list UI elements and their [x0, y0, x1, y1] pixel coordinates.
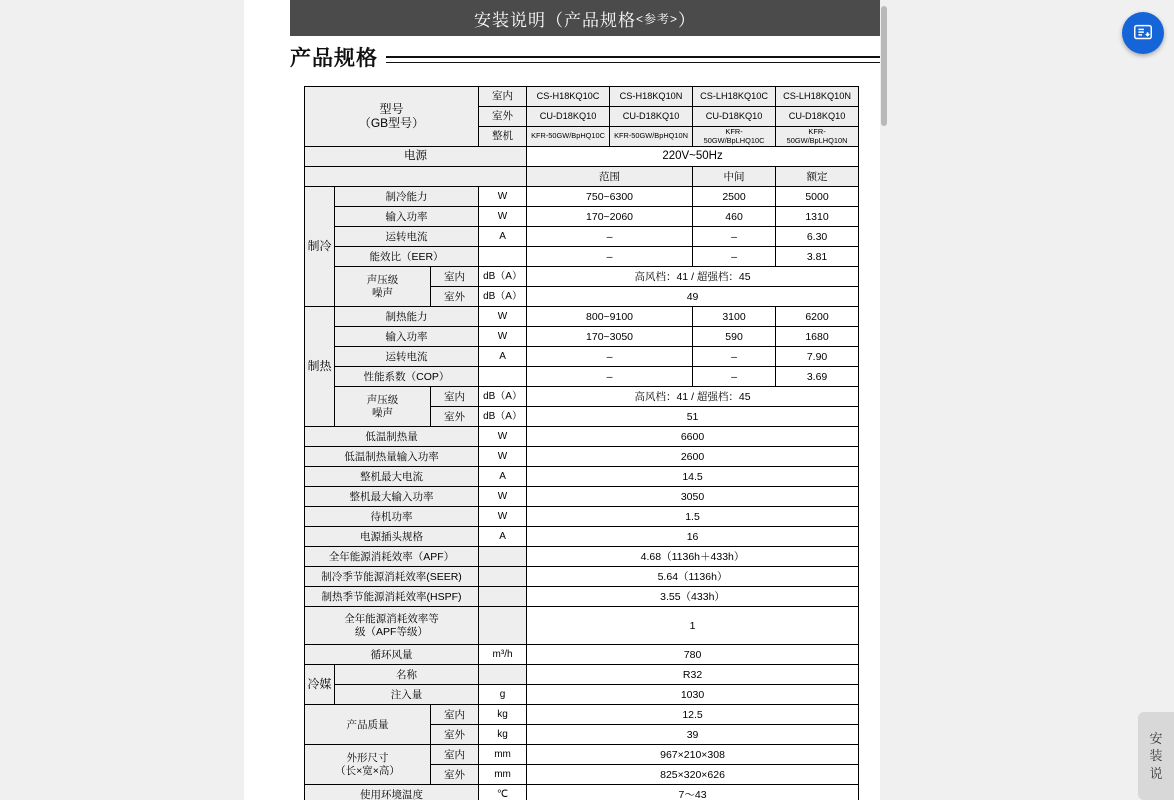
- table-row: [305, 147, 859, 167]
- table-row: [305, 327, 859, 347]
- section-title-area: [290, 42, 880, 72]
- table-row: [305, 567, 859, 587]
- row-label-air-volume: 循环风量: [305, 645, 479, 665]
- row-label-plug-spec: 电源插头规格: [305, 527, 479, 547]
- value-heating-noise-indoor: 高风档：41 / 超强档：45: [527, 387, 859, 407]
- value-cooling-noise-indoor: 高风档：41 / 超强档：45: [527, 267, 859, 287]
- table-row: [305, 645, 859, 665]
- model-whole-1: KFR-50GW/BpHQ10C: [527, 127, 610, 147]
- value-cooling-input-range: 170~2060: [527, 207, 693, 227]
- table-row: [305, 387, 859, 407]
- banner-paren-open: （产品规格: [545, 10, 636, 30]
- noise-label-line2: 噪声: [372, 286, 393, 299]
- row-label-standby-power: 待机功率: [305, 507, 479, 527]
- page-banner: [290, 0, 880, 36]
- row-label-power-supply: 电源: [305, 147, 527, 167]
- group-label-refrigerant: 冷媒: [305, 665, 335, 705]
- model-outdoor-2: CU-D18KQ10: [610, 107, 693, 127]
- model-indoor-4: CS-LH18KQ10N: [776, 87, 859, 107]
- unit-heating-noise-indoor: dB（A）: [479, 387, 527, 407]
- banner-title-small: <参考>: [635, 11, 679, 26]
- row-label-cooling-noise-indoor: 室内: [431, 267, 479, 287]
- row-label-refrigerant-name: 名称: [335, 665, 479, 685]
- unit-apf: [479, 547, 527, 567]
- value-eer-range: –: [527, 247, 693, 267]
- row-label-weight-outdoor: 室外: [431, 725, 479, 745]
- row-label-cooling-capacity: 制冷能力: [335, 187, 479, 207]
- table-row: [305, 167, 859, 187]
- row-label-heating-noise-outdoor: 室外: [431, 407, 479, 427]
- table-row: [305, 427, 859, 447]
- row-label-dim-outdoor: 室外: [431, 765, 479, 785]
- spec-table: [304, 86, 859, 800]
- value-heating-capacity-middle: 3100: [693, 307, 776, 327]
- value-heating-input-middle: 590: [693, 327, 776, 347]
- row-label-heating-noise: [335, 387, 431, 427]
- value-cooling-current-range: –: [527, 227, 693, 247]
- apf-grade-line2: 级（APF等级）: [355, 625, 428, 638]
- page-title: 产品规格: [290, 42, 386, 72]
- unit-air-volume: m³/h: [479, 645, 527, 665]
- unit-ambient-temp: ℃: [479, 785, 527, 800]
- table-row: [305, 547, 859, 567]
- value-hspf: 3.55（433h）: [527, 587, 859, 607]
- table-row: [305, 607, 859, 645]
- table-row: [305, 685, 859, 705]
- banner-paren-close: ）: [678, 10, 697, 30]
- model-header-cell: [305, 87, 479, 147]
- value-refrigerant-name: R32: [527, 665, 859, 685]
- value-cooling-input-rated: 1310: [776, 207, 859, 227]
- row-label-cooling-current: 运转电流: [335, 227, 479, 247]
- unit-max-input-power: W: [479, 487, 527, 507]
- unit-cooling-current: A: [479, 227, 527, 247]
- unit-refrigerant-name: [479, 665, 527, 685]
- row-label-eer: 能效比（EER）: [335, 247, 479, 267]
- value-cooling-current-middle: –: [693, 227, 776, 247]
- col-header-range: 范围: [527, 167, 693, 187]
- row-label-indoor: 室内: [479, 87, 527, 107]
- unit-cooling-input: W: [479, 207, 527, 227]
- row-label-cooling-input: 输入功率: [335, 207, 479, 227]
- table-row: [305, 527, 859, 547]
- model-header-line1: 型号: [379, 101, 404, 116]
- model-header-line2: （GB型号）: [358, 115, 425, 130]
- row-label-heating-input: 输入功率: [335, 327, 479, 347]
- table-row: [305, 447, 859, 467]
- model-outdoor-1: CU-D18KQ10: [527, 107, 610, 127]
- model-outdoor-3: CU-D18KQ10: [693, 107, 776, 127]
- table-row: [305, 467, 859, 487]
- value-heating-current-rated: 7.90: [776, 347, 859, 367]
- unit-dim-outdoor: mm: [479, 765, 527, 785]
- value-apf-grade: 1: [527, 607, 859, 645]
- col-header-middle: 中间: [693, 167, 776, 187]
- row-label-low-temp-heating: 低温制热量: [305, 427, 479, 447]
- table-row: [305, 247, 859, 267]
- row-label-cooling-noise-outdoor: 室外: [431, 287, 479, 307]
- value-cooling-noise-outdoor: 49: [527, 287, 859, 307]
- unit-heating-current: A: [479, 347, 527, 367]
- value-heating-capacity-range: 800~9100: [527, 307, 693, 327]
- value-eer-rated: 3.81: [776, 247, 859, 267]
- value-seer: 5.64（1136h）: [527, 567, 859, 587]
- value-cooling-capacity-middle: 2500: [693, 187, 776, 207]
- value-heating-capacity-rated: 6200: [776, 307, 859, 327]
- table-row: [305, 307, 859, 327]
- row-label-ambient-temp: 使用环境温度: [305, 785, 479, 800]
- row-label-cop: 性能系数（COP）: [335, 367, 479, 387]
- value-weight-outdoor: 39: [527, 725, 859, 745]
- row-label-heating-current: 运转电流: [335, 347, 479, 367]
- value-power-supply: 220V~50Hz: [527, 147, 859, 167]
- value-low-temp-heating-input: 2600: [527, 447, 859, 467]
- unit-heating-noise-outdoor: dB（A）: [479, 407, 527, 427]
- noise-label-line1: 声压级: [366, 274, 399, 287]
- value-heating-input-range: 170~3050: [527, 327, 693, 347]
- unit-heating-capacity: W: [479, 307, 527, 327]
- dimensions-line2: （长×宽×高）: [335, 764, 400, 777]
- right-gutter: [880, 0, 1174, 800]
- row-label-dim-indoor: 室内: [431, 745, 479, 765]
- row-label-whole: 整机: [479, 127, 527, 147]
- row-label-product-weight: 产品质量: [305, 705, 431, 745]
- value-eer-middle: –: [693, 247, 776, 267]
- document-page: [244, 0, 880, 800]
- row-label-cooling-noise: [335, 267, 431, 307]
- col-header-rated: 额定: [776, 167, 859, 187]
- value-heating-noise-outdoor: 51: [527, 407, 859, 427]
- table-row: [305, 267, 859, 287]
- unit-weight-outdoor: kg: [479, 725, 527, 745]
- unit-refrigerant-charge: g: [479, 685, 527, 705]
- value-cop-middle: –: [693, 367, 776, 387]
- row-label-apf-grade: [305, 607, 479, 645]
- row-label-hspf: 制热季节能源消耗效率(HSPF): [305, 587, 479, 607]
- model-whole-2: KFR-50GW/BpHQ10N: [610, 127, 693, 147]
- table-row: [305, 745, 859, 765]
- row-label-heating-capacity: 制热能力: [335, 307, 479, 327]
- value-standby-power: 1.5: [527, 507, 859, 527]
- value-cop-range: –: [527, 367, 693, 387]
- value-cooling-capacity-range: 750~6300: [527, 187, 693, 207]
- value-max-current: 14.5: [527, 467, 859, 487]
- unit-weight-indoor: kg: [479, 705, 527, 725]
- unit-low-temp-heating: W: [479, 427, 527, 447]
- row-label-weight-indoor: 室内: [431, 705, 479, 725]
- table-row: [305, 227, 859, 247]
- model-whole-4: KFR-50GW/BpLHQ10N: [776, 127, 859, 147]
- unit-eer: [479, 247, 527, 267]
- side-tab-line1: 安: [1149, 730, 1163, 746]
- table-row: [305, 507, 859, 527]
- unit-low-temp-heating-input: W: [479, 447, 527, 467]
- row-label-seer: 制冷季节能源消耗效率(SEER): [305, 567, 479, 587]
- unit-standby-power: W: [479, 507, 527, 527]
- row-label-apf: 全年能源消耗效率（APF）: [305, 547, 479, 567]
- table-row: [305, 785, 859, 800]
- value-low-temp-heating: 6600: [527, 427, 859, 447]
- row-label-outdoor: 室外: [479, 107, 527, 127]
- side-tab-install-guide[interactable]: [1138, 712, 1174, 800]
- model-indoor-1: CS-H18KQ10C: [527, 87, 610, 107]
- unit-cop: [479, 367, 527, 387]
- value-cooling-current-rated: 6.30: [776, 227, 859, 247]
- table-row: [305, 207, 859, 227]
- noise-label-line1: 声压级: [366, 394, 399, 407]
- model-outdoor-4: CU-D18KQ10: [776, 107, 859, 127]
- value-plug-spec: 16: [527, 527, 859, 547]
- banner-title-main: 安装说明: [473, 10, 546, 30]
- row-label-max-current: 整机最大电流: [305, 467, 479, 487]
- row-label-low-temp-heating-input: 低温制热量输入功率: [305, 447, 479, 467]
- table-row: [305, 187, 859, 207]
- app-badge-icon[interactable]: [1122, 12, 1164, 54]
- unit-apf-grade: [479, 607, 527, 645]
- spacer-cell: [305, 167, 527, 187]
- unit-cooling-noise-outdoor: dB（A）: [479, 287, 527, 307]
- table-row: [305, 705, 859, 725]
- noise-label-line2: 噪声: [372, 406, 393, 419]
- value-cooling-input-middle: 460: [693, 207, 776, 227]
- unit-cooling-noise-indoor: dB（A）: [479, 267, 527, 287]
- unit-dim-indoor: mm: [479, 745, 527, 765]
- value-air-volume: 780: [527, 645, 859, 665]
- unit-heating-input: W: [479, 327, 527, 347]
- table-row: [305, 347, 859, 367]
- table-row: [305, 367, 859, 387]
- unit-plug-spec: A: [479, 527, 527, 547]
- apf-grade-line1: 全年能源消耗效率等: [344, 613, 439, 626]
- model-whole-3: KFR-50GW/BpLHQ10C: [693, 127, 776, 147]
- value-apf: 4.68（1136h＋433h）: [527, 547, 859, 567]
- value-cop-rated: 3.69: [776, 367, 859, 387]
- value-ambient-temp: 7～43: [527, 785, 859, 800]
- value-heating-current-middle: –: [693, 347, 776, 367]
- table-row: [305, 87, 859, 107]
- value-refrigerant-charge: 1030: [527, 685, 859, 705]
- scrollbar-thumb[interactable]: [881, 6, 887, 126]
- dimensions-line1: 外形尺寸: [346, 752, 389, 765]
- model-indoor-3: CS-LH18KQ10C: [693, 87, 776, 107]
- spec-table-wrapper: [304, 86, 858, 800]
- value-dim-outdoor: 825×320×626: [527, 765, 859, 785]
- value-heating-current-range: –: [527, 347, 693, 367]
- group-label-cooling: 制冷: [305, 187, 335, 307]
- group-label-heating: 制热: [305, 307, 335, 427]
- unit-cooling-capacity: W: [479, 187, 527, 207]
- value-heating-input-rated: 1680: [776, 327, 859, 347]
- value-max-input-power: 3050: [527, 487, 859, 507]
- left-gutter: [0, 0, 244, 800]
- unit-max-current: A: [479, 467, 527, 487]
- value-cooling-capacity-rated: 5000: [776, 187, 859, 207]
- row-label-max-input-power: 整机最大输入功率: [305, 487, 479, 507]
- row-label-refrigerant-charge: 注入量: [335, 685, 479, 705]
- table-row: [305, 587, 859, 607]
- value-weight-indoor: 12.5: [527, 705, 859, 725]
- unit-seer: [479, 567, 527, 587]
- side-tab-line3: 说: [1149, 765, 1163, 781]
- value-dim-indoor: 967×210×308: [527, 745, 859, 765]
- model-indoor-2: CS-H18KQ10N: [610, 87, 693, 107]
- unit-hspf: [479, 587, 527, 607]
- row-label-dimensions: [305, 745, 431, 785]
- side-tab-line2: 装: [1149, 748, 1163, 764]
- table-row: [305, 665, 859, 685]
- row-label-heating-noise-indoor: 室内: [431, 387, 479, 407]
- table-row: [305, 487, 859, 507]
